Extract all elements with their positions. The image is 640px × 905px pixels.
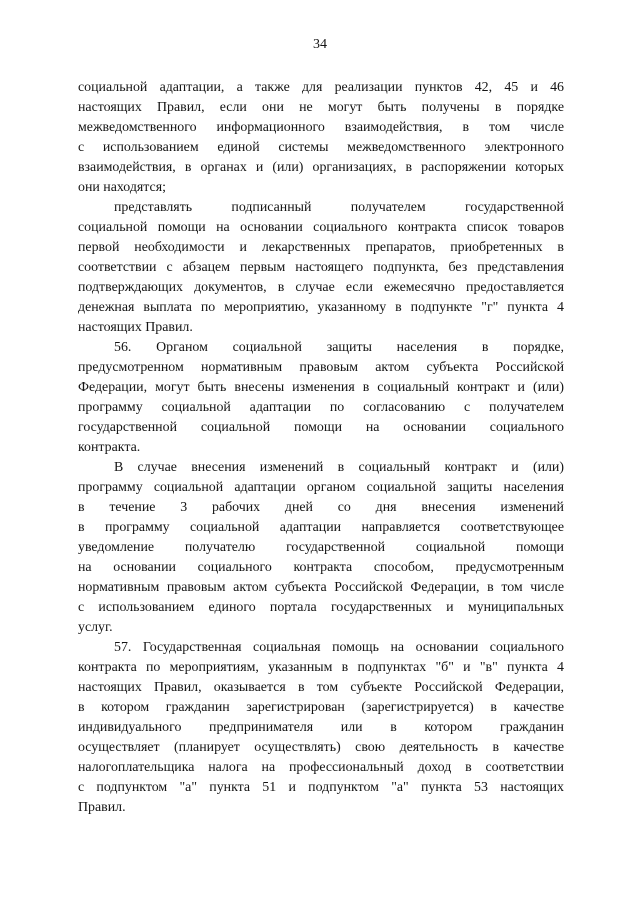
text-line: настоящих Правил, оказывается в том субъекте Российской Федерации,: [78, 680, 564, 695]
document-body: [78, 78, 564, 818]
text-line: 56. Органом социальной защиты населения в порядке,: [114, 340, 564, 355]
text-line: программу социальной адаптации по согласованию с получателем: [78, 400, 564, 415]
text-line: настоящих Правил, если они не могут быть получены в порядке: [78, 100, 564, 115]
text-line: в течение 3 рабочих дней со дня внесения изменений: [78, 500, 564, 515]
text-line: первой необходимости и лекарственных препаратов, приобретенных в: [78, 240, 564, 255]
text-line: уведомление получателю государственной социальной помощи: [78, 540, 564, 555]
text-line: в программу социальной адаптации направляется соответствующее: [78, 520, 564, 535]
text-line: с использованием единого портала государственных и муниципальных: [78, 600, 564, 615]
text-line: социальной помощи на основании социального контракта список товаров: [78, 220, 564, 235]
text-line: контракта по мероприятиям, указанным в подпунктах "б" и "в" пункта 4: [78, 660, 564, 675]
text-line: 57. Государственная социальная помощь на основании социального: [114, 640, 564, 655]
text-line: услуг.: [78, 620, 113, 635]
text-line: межведомственного информационного взаимодействия, в том числе: [78, 120, 564, 135]
text-line: осуществляет (планирует осуществлять) свою деятельность в качестве: [78, 740, 564, 755]
text-line: индивидуального предпринимателя или в котором гражданин: [78, 720, 564, 735]
text-line: налогоплательщика налога на профессиональный доход в соответствии: [78, 760, 564, 775]
text-line: подтверждающих документов, в случае если ежемесячно предоставляется: [78, 280, 564, 295]
text-line: нормативным правовым актом субъекта Российской Федерации, в том числе: [78, 580, 564, 595]
text-line: соответствии с абзацем первым настоящего подпункта, без представления: [78, 260, 564, 275]
text-line: настоящих Правил.: [78, 320, 193, 335]
text-line: на основании социального контракта способом, предусмотренным: [78, 560, 564, 575]
text-line: предусмотренном нормативным правовым актом субъекта Российской: [78, 360, 564, 375]
text-line: программу социальной адаптации органом социальной защиты населения: [78, 480, 564, 495]
text-line: В случае внесения изменений в социальный контракт и (или): [114, 460, 564, 475]
text-line: в котором гражданин зарегистрирован (зарегистрируется) в качестве: [78, 700, 564, 715]
text-line: государственной социальной помощи на основании социального: [78, 420, 564, 435]
text-line: контракта.: [78, 440, 141, 455]
text-line: Правил.: [78, 800, 126, 815]
text-line: с использованием единой системы межведомственного электронного: [78, 140, 564, 155]
text-line: Федерации, могут быть внесены изменения в социальный контракт и (или): [78, 380, 564, 395]
text-line: с подпунктом "а" пункта 51 и подпунктом "а" пункта 53 настоящих: [78, 780, 564, 795]
text-line: социальной адаптации, а также для реализации пунктов 42, 45 и 46: [78, 80, 564, 95]
text-line: денежная выплата по мероприятию, указанному в подпункте "г" пункта 4: [78, 300, 564, 315]
page-number: 34: [313, 37, 327, 52]
text-line: они находятся;: [78, 180, 166, 195]
text-line: взаимодействия, в органах и (или) организациях, в распоряжении которых: [78, 160, 564, 175]
text-line: представлять подписанный получателем государственной: [114, 200, 564, 215]
